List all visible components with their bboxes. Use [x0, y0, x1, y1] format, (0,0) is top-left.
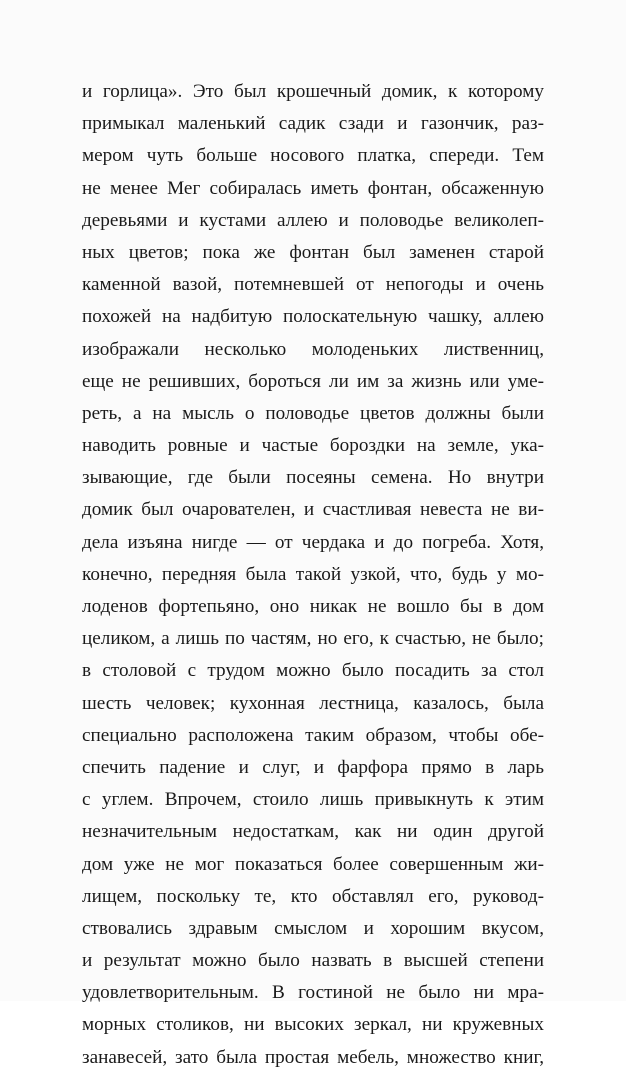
- text-line-12: наводить ровные и частые бороздки на земле, ука-: [82, 435, 544, 457]
- text-line-4: не менее Мег собиралась иметь фонтан, обсаженную: [82, 177, 544, 199]
- text-line-14: домик был очарователен, и счастливая невеста не ви-: [82, 499, 544, 521]
- text-line-17: лоденов фортепьяно, оно никак не вошло бы в дом: [82, 596, 544, 617]
- text-line-22: спечить падение и слуг, и фарфора прямо в ларь: [82, 756, 544, 778]
- text-line-20: шесть человек; кухонная лестница, казалось, была: [82, 692, 544, 714]
- text-line-3: мером чуть больше носового платка, спереди. Тем: [82, 145, 544, 167]
- text-line-1: и горлица». Это был крошечный домик, к которому: [82, 81, 544, 102]
- text-line-2: примыкал маленький садик сзади и газончик, раз-: [82, 113, 544, 135]
- text-line-9: изображали несколько молоденьких лиственниц,: [82, 338, 544, 360]
- text-line-13: зывающие, где были посеяны семена. Но внутри: [82, 467, 544, 489]
- text-line-10: еще не решивших, бороться ли им за жизнь или уме-: [82, 370, 544, 392]
- body-text: [82, 76, 544, 1074]
- text-line-31: занавесей, зато была простая мебель, множество книг,: [82, 1046, 544, 1068]
- text-line-21: специально расположена таким образом, чтобы обе-: [82, 724, 544, 746]
- text-line-25: дом уже не мог показаться более совершенным жи-: [82, 853, 544, 875]
- text-line-30: морных столиков, ни высоких зеркал, ни кружевных: [82, 1014, 544, 1036]
- text-line-15: дела изъяна нигде — от чердака и до погреба. Хотя,: [82, 531, 544, 553]
- text-line-19: в столовой с трудом можно было посадить за стол: [82, 660, 544, 682]
- text-line-26: лищем, поскольку те, кто обставлял его, руковод-: [82, 885, 544, 907]
- text-line-7: каменной вазой, потемневшей от непогоды и очень: [82, 274, 544, 296]
- text-line-11: реть, а на мысль о половодье цветов должны были: [82, 402, 544, 424]
- text-line-18: целиком, а лишь по частям, но его, к счастью, не было;: [82, 628, 544, 650]
- text-line-8: похожей на надбитую полоскательную чашку, аллею: [82, 306, 544, 328]
- text-line-5: деревьями и кустами аллею и половодье великолеп-: [82, 209, 544, 231]
- text-line-16: конечно, передняя была такой узкой, что, будь у мо-: [82, 563, 544, 585]
- text-line-23: с углем. Впрочем, стоило лишь привыкнуть к этим: [82, 789, 544, 811]
- text-line-28: и результат можно было назвать в высшей степени: [82, 950, 544, 972]
- text-line-29: удовлетворительным. В гостиной не было ни мра-: [82, 982, 544, 1004]
- text-line-6: ных цветов; пока же фонтан был заменен старой: [82, 241, 544, 263]
- text-line-24: незначительным недостаткам, как ни один другой: [82, 821, 544, 843]
- text-line-27: ствовались здравым смыслом и хорошим вкусом,: [82, 917, 544, 939]
